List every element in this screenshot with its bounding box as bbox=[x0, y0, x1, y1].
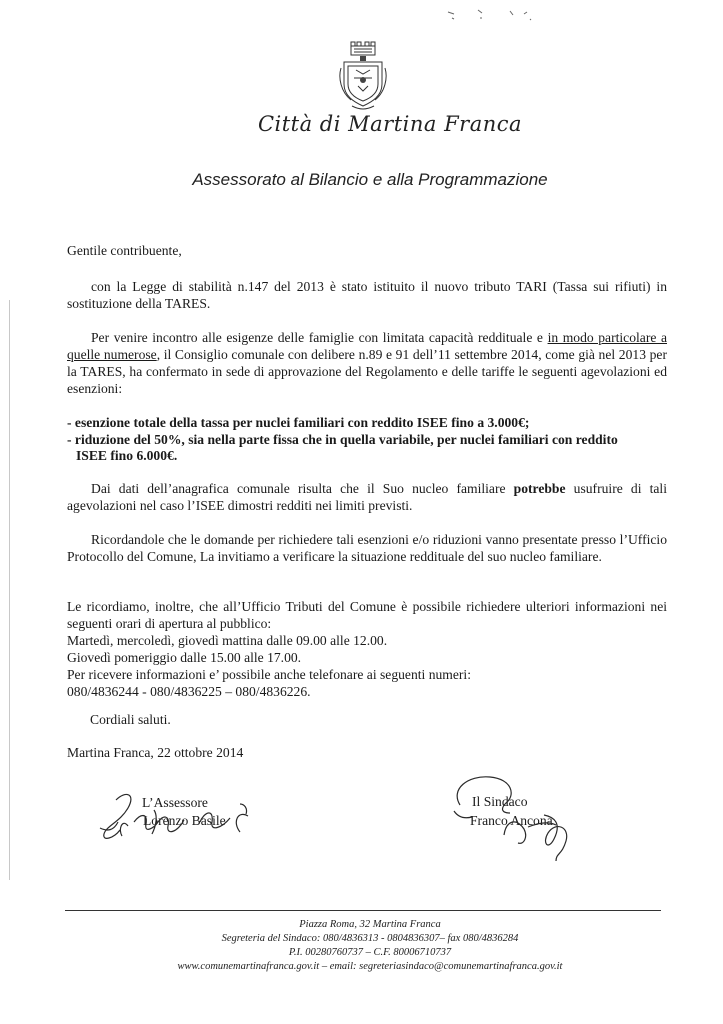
footer-divider bbox=[65, 910, 661, 911]
scan-specks bbox=[440, 6, 560, 26]
sindaco-signature bbox=[448, 775, 598, 870]
footer-address: Piazza Roma, 32 Martina Franca bbox=[299, 919, 441, 930]
greeting: Gentile contribuente, bbox=[67, 243, 182, 258]
footer-secretary: Segreteria del Sindaco: 080/4836313 - 0804836307– fax 080/4836284 bbox=[221, 933, 519, 944]
footer-tax-ids: P.I. 00280760737 – C.F. 80006710737 bbox=[288, 947, 452, 958]
footer-web-email: www.comunemartinafranca.gov.it – email: segreteriasindaco@comunemartinafranca.gov.it bbox=[177, 961, 563, 972]
hours-afternoon: Giovedì pomeriggio dalle 15.00 alle 17.00. bbox=[67, 650, 302, 665]
assessore-signature bbox=[88, 782, 268, 852]
bold-potrebbe: potrebbe bbox=[513, 481, 566, 496]
paragraph-agevolazioni: Per venire incontro alle esigenze delle famiglie con limitata capacità reddituale e in modo particolare a quelle numerose, il Consiglio comunale con delibere n.89 e 91 dell’11 settembre 2014, come già nel 2013 per la TARES, ha confermato in sede di approvazione del Regolamento e delle tariffe le seguenti agevolazioni ed esenzioni: bbox=[67, 330, 667, 396]
phone-intro: Per ricevere informazioni e’ possibile anche telefonare ai seguenti numeri: bbox=[67, 667, 471, 682]
underlined-phrase: in modo particolare a quelle numerose bbox=[67, 330, 667, 362]
sindaco-name: Franco Ancona bbox=[470, 813, 553, 828]
scan-edge-line bbox=[9, 300, 10, 880]
paragraph-ufficio-tributi: Le ricordiamo, inoltre, che all’Ufficio Tributi del Comune è possibile richiedere ulteriori informazioni nei seguenti orari di apertura al pubblico: bbox=[67, 599, 667, 631]
assessore-role: L’Assessore bbox=[142, 795, 208, 810]
bullet-riduzione: - riduzione del 50%, sia nella parte fissa che in quella variabile, per nuclei familiari con reddito bbox=[67, 432, 618, 447]
phone-numbers: 080/4836244 - 080/4836225 – 080/4836226. bbox=[67, 684, 311, 699]
hours-morning: Martedì, mercoledì, giovedì mattina dalle 09.00 alle 12.00. bbox=[67, 633, 388, 648]
paragraph-tari: con la Legge di stabilità n.147 del 2013 è stato istituito il nuovo tributo TARI (Tassa sui rifiuti) in sostituzione della TARES. bbox=[67, 279, 667, 311]
footer bbox=[110, 918, 630, 974]
department-title: Assessorato al Bilancio e alla Programmazione bbox=[192, 170, 548, 189]
bullet-riduzione-cont: ISEE fino 6.000€. bbox=[76, 448, 178, 463]
city-name: Città di Martina Franca bbox=[257, 112, 523, 136]
closing: Cordiali saluti. bbox=[90, 712, 171, 727]
place-date: Martina Franca, 22 ottobre 2014 bbox=[67, 745, 244, 760]
paragraph-domande: Ricordandole che le domande per richiedere tali esenzioni e/o riduzioni vanno presentate presso l’Ufficio Protocollo del Comune, La invitiamo a verificare la situazione reddituale del suo nucleo familiare. bbox=[67, 532, 667, 564]
assessore-name: Lorenzo Basile bbox=[143, 813, 226, 828]
coat-of-arms-icon bbox=[338, 40, 388, 112]
sindaco-role: Il Sindaco bbox=[472, 794, 528, 809]
bullet-esenzione: - esenzione totale della tassa per nuclei familiari con reddito ISEE fino a 3.000€; bbox=[67, 415, 530, 430]
paragraph-anagrafica: Dai dati dell’anagrafica comunale risulta che il Suo nucleo familiare potrebbe usufruire di tali agevolazioni nel caso l’ISEE dimostri redditi nei limiti previsti. bbox=[67, 481, 667, 513]
